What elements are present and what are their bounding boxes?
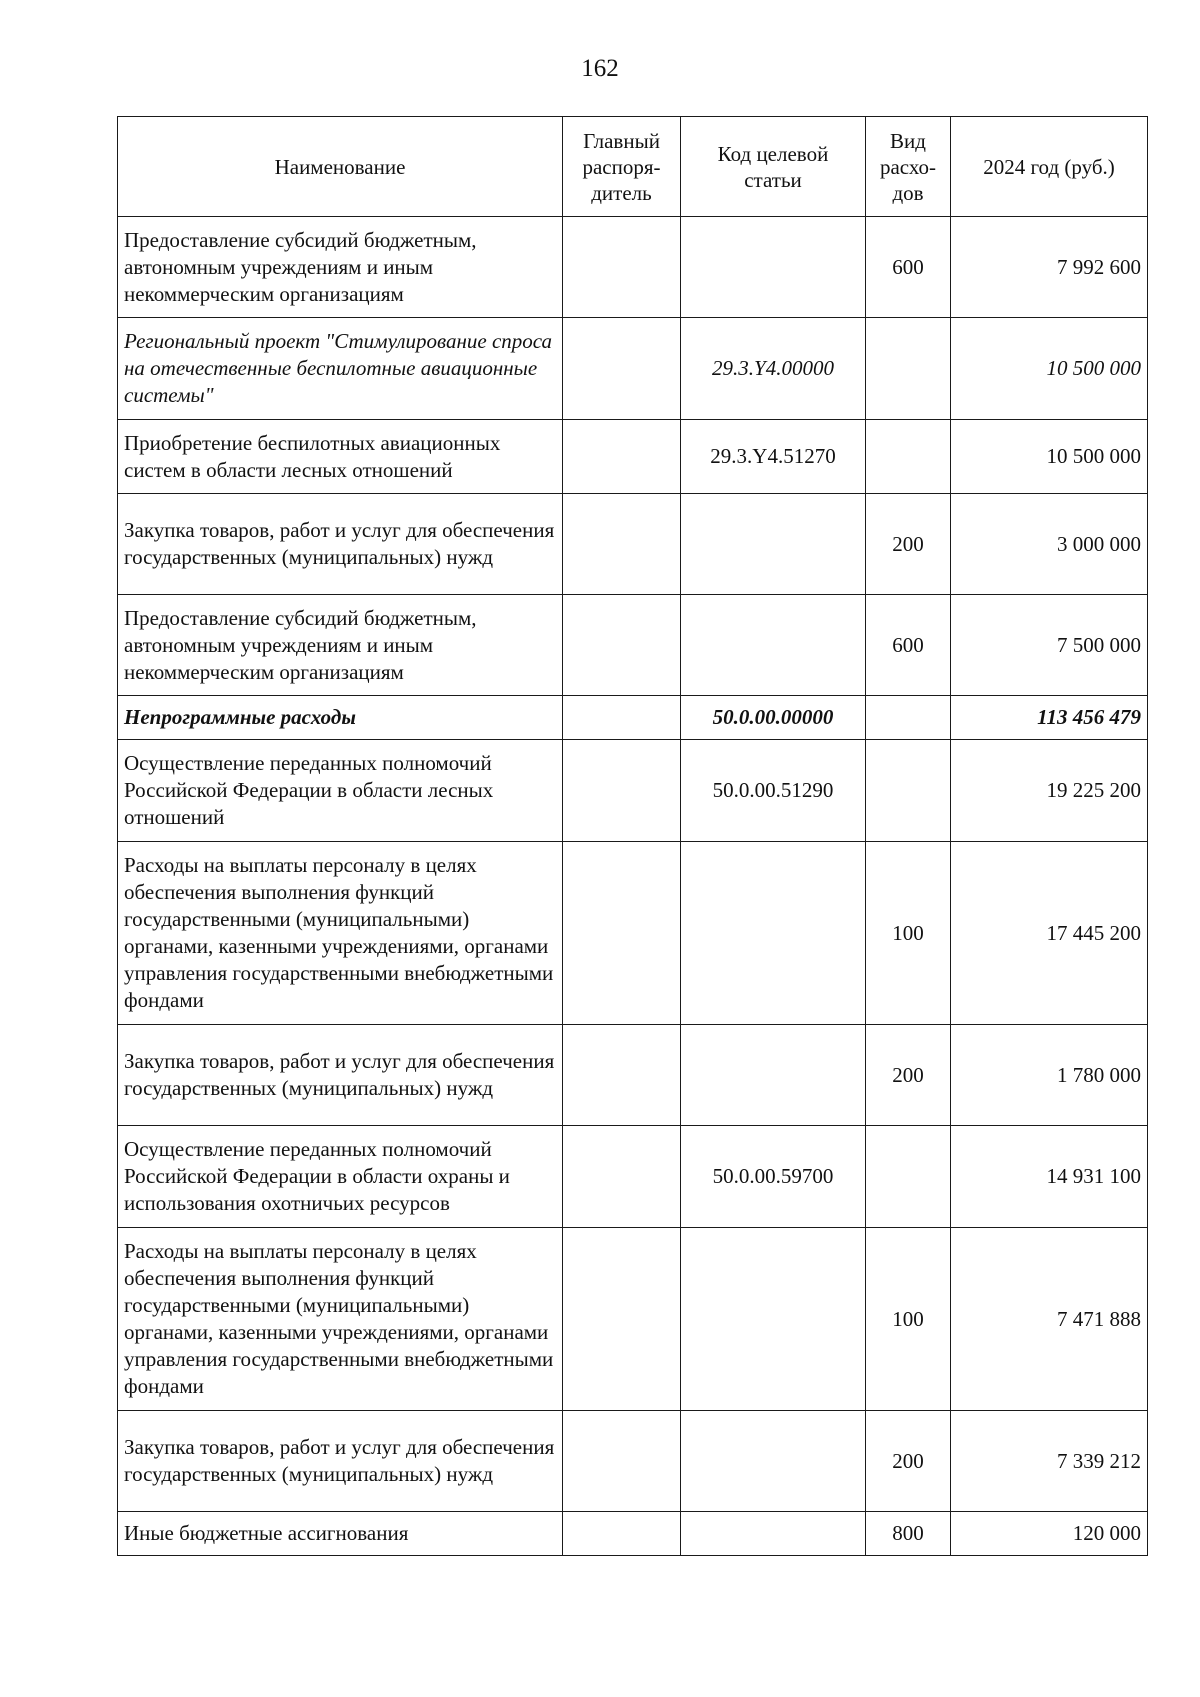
- row-kind: 200: [866, 1411, 951, 1512]
- row-admin: [563, 1512, 681, 1556]
- row-admin: [563, 1126, 681, 1228]
- row-name: Предоставление субсидий бюджетным, автономным учреждениям и иным некоммерческим организациям: [118, 595, 563, 696]
- row-admin: [563, 318, 681, 420]
- row-amount: 1 780 000: [951, 1025, 1148, 1126]
- header-amount: 2024 год (руб.): [951, 117, 1148, 217]
- row-name: Непрограммные расходы: [118, 696, 563, 740]
- row-amount: 7 339 212: [951, 1411, 1148, 1512]
- row-admin: [563, 494, 681, 595]
- table-row: [118, 494, 1148, 595]
- table-row: [118, 842, 1148, 1025]
- row-name: Осуществление переданных полномочий Российской Федерации в области лесных отношений: [118, 740, 563, 842]
- table-row: [118, 595, 1148, 696]
- row-name: Закупка товаров, работ и услуг для обеспечения государственных (муниципальных) нужд: [118, 1411, 563, 1512]
- row-code: 29.3.Y4.00000: [681, 318, 866, 420]
- row-kind: [866, 420, 951, 494]
- row-kind: [866, 318, 951, 420]
- row-kind: [866, 740, 951, 842]
- row-code: [681, 494, 866, 595]
- header-code: Код целевой статьи: [681, 117, 866, 217]
- row-admin: [563, 842, 681, 1025]
- row-amount: 3 000 000: [951, 494, 1148, 595]
- table-row: [118, 1025, 1148, 1126]
- page-number: 162: [581, 55, 619, 82]
- row-kind: 600: [866, 217, 951, 318]
- row-admin: [563, 1411, 681, 1512]
- budget-table: [117, 116, 1148, 1556]
- row-amount: 113 456 479: [951, 696, 1148, 740]
- table-row: [118, 1512, 1148, 1556]
- row-amount: 17 445 200: [951, 842, 1148, 1025]
- row-code: 50.0.00.51290: [681, 740, 866, 842]
- table-row: [118, 696, 1148, 740]
- row-amount: 7 500 000: [951, 595, 1148, 696]
- row-code: 50.0.00.59700: [681, 1126, 866, 1228]
- row-name: Предоставление субсидий бюджетным, автономным учреждениям и иным некоммерческим организациям: [118, 217, 563, 318]
- table-row: [118, 1126, 1148, 1228]
- header-admin: Главный распоря-дитель: [563, 117, 681, 217]
- row-admin: [563, 420, 681, 494]
- row-kind: 200: [866, 494, 951, 595]
- row-amount: 19 225 200: [951, 740, 1148, 842]
- row-amount: 7 992 600: [951, 217, 1148, 318]
- row-name: Закупка товаров, работ и услуг для обеспечения государственных (муниципальных) нужд: [118, 1025, 563, 1126]
- row-amount: 10 500 000: [951, 318, 1148, 420]
- row-kind: 200: [866, 1025, 951, 1126]
- row-name: Иные бюджетные ассигнования: [118, 1512, 563, 1556]
- row-kind: [866, 696, 951, 740]
- row-name: Расходы на выплаты персоналу в целях обеспечения выполнения функций государственными (муниципальными) органами, казенными учреждениями, органами управления государственными внебюджетными фондами: [118, 1228, 563, 1411]
- row-kind: 100: [866, 1228, 951, 1411]
- row-amount: 120 000: [951, 1512, 1148, 1556]
- row-name: Осуществление переданных полномочий Российской Федерации в области охраны и использования охотничьих ресурсов: [118, 1126, 563, 1228]
- row-code: [681, 1228, 866, 1411]
- table-row: [118, 420, 1148, 494]
- header-name: Наименование: [118, 117, 563, 217]
- row-name: Приобретение беспилотных авиационных систем в области лесных отношений: [118, 420, 563, 494]
- table-row: [118, 740, 1148, 842]
- table-row: [118, 1411, 1148, 1512]
- row-admin: [563, 740, 681, 842]
- row-admin: [563, 696, 681, 740]
- row-code: [681, 1512, 866, 1556]
- row-code: [681, 1411, 866, 1512]
- row-code: [681, 842, 866, 1025]
- table-row: [118, 1228, 1148, 1411]
- row-admin: [563, 1025, 681, 1126]
- row-name: Расходы на выплаты персоналу в целях обеспечения выполнения функций государственными (муниципальными) органами, казенными учреждениями, органами управления государственными внебюджетными фондами: [118, 842, 563, 1025]
- row-kind: 100: [866, 842, 951, 1025]
- row-kind: 800: [866, 1512, 951, 1556]
- row-kind: [866, 1126, 951, 1228]
- row-amount: 7 471 888: [951, 1228, 1148, 1411]
- header-row: [118, 117, 1148, 217]
- row-admin: [563, 1228, 681, 1411]
- row-code: [681, 595, 866, 696]
- row-name: Региональный проект "Стимулирование спроса на отечественные беспилотные авиационные системы": [118, 318, 563, 420]
- row-amount: 10 500 000: [951, 420, 1148, 494]
- row-amount: 14 931 100: [951, 1126, 1148, 1228]
- row-admin: [563, 217, 681, 318]
- table-row: [118, 318, 1148, 420]
- row-name: Закупка товаров, работ и услуг для обеспечения государственных (муниципальных) нужд: [118, 494, 563, 595]
- row-kind: 600: [866, 595, 951, 696]
- header-kind: Вид расхо-дов: [866, 117, 951, 217]
- row-code: [681, 217, 866, 318]
- row-admin: [563, 595, 681, 696]
- row-code: 50.0.00.00000: [681, 696, 866, 740]
- table-row: [118, 217, 1148, 318]
- table-body: [118, 217, 1148, 1556]
- row-code: 29.3.Y4.51270: [681, 420, 866, 494]
- row-code: [681, 1025, 866, 1126]
